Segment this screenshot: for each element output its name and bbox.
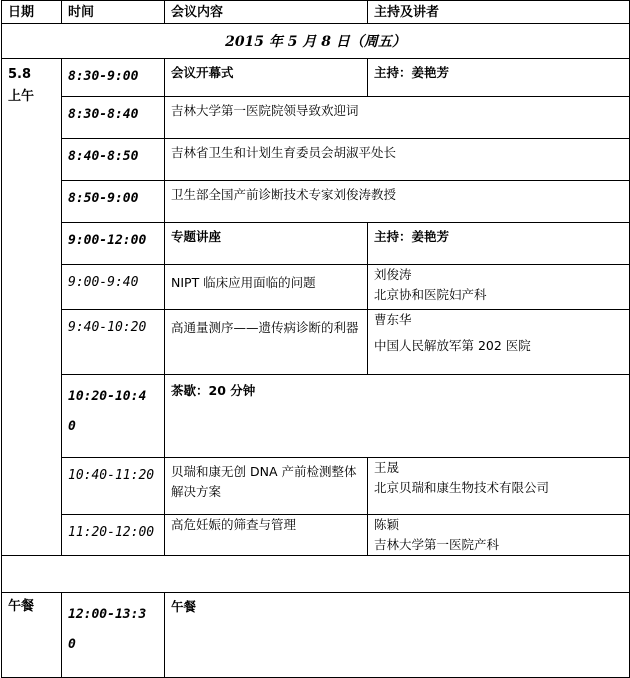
table-row xyxy=(2,97,630,139)
time-cell: 9:40-10:20 xyxy=(62,310,165,375)
time-cell: 12:00-13:3 0 xyxy=(62,593,165,678)
time-cell: 10:40-11:20 xyxy=(62,458,165,515)
content-cell: 贝瑞和康无创 DNA 产前检测整体解决方案 xyxy=(165,458,368,515)
host-cell: 主持：姜艳芳 xyxy=(368,59,630,97)
speaker-affiliation: 中国人民解放军第 202 医院 xyxy=(374,338,531,353)
table-row xyxy=(2,265,630,310)
speaker-affiliation: 北京贝瑞和康生物技术有限公司 xyxy=(374,480,550,495)
header-host: 主持及讲者 xyxy=(368,1,630,24)
content-cell: 高危妊娠的筛查与管理 xyxy=(165,515,368,556)
time-cell: 9:00-9:40 xyxy=(62,265,165,310)
header-date: 日期 xyxy=(2,1,62,24)
agenda-table xyxy=(1,0,630,678)
table-row xyxy=(2,310,630,375)
host-cell xyxy=(368,458,630,515)
content-cell: 高通量测序——遗传病诊断的利器 xyxy=(165,310,368,375)
time-cell: 10:20-10:4 0 xyxy=(62,375,165,458)
day-cell xyxy=(2,59,62,556)
speaker-name: 曹东华 xyxy=(374,312,412,327)
time-cell: 8:40-8:50 xyxy=(62,139,165,181)
content-cell: 专题讲座 xyxy=(165,223,368,265)
speaker-affiliation: 北京协和医院妇产科 xyxy=(374,287,487,302)
time-cell: 8:30-9:00 xyxy=(62,59,165,97)
lunch-label: 午餐 xyxy=(2,593,62,678)
table-row xyxy=(2,59,630,97)
table-row xyxy=(2,375,630,458)
spacer-row xyxy=(2,556,630,593)
table-row xyxy=(2,181,630,223)
content-cell: NIPT 临床应用面临的问题 xyxy=(165,265,368,310)
time-cell: 9:00-12:00 xyxy=(62,223,165,265)
host-cell xyxy=(368,265,630,310)
time-cell: 8:30-8:40 xyxy=(62,97,165,139)
day-date: 5.8 xyxy=(8,67,32,82)
table-row xyxy=(2,223,630,265)
speaker-name: 王晟 xyxy=(374,460,400,475)
header-time: 时间 xyxy=(62,1,165,24)
date-banner-row xyxy=(2,24,630,59)
content-cell: 会议开幕式 xyxy=(165,59,368,97)
speaker-name: 刘俊涛 xyxy=(374,267,412,282)
day-period: 上午 xyxy=(8,89,35,104)
date-banner: 2015 年 5 月 8 日（周五） xyxy=(2,24,630,59)
content-cell: 吉林省卫生和计划生育委员会胡淑平处长 xyxy=(165,139,630,181)
host-cell: 主持：姜艳芳 xyxy=(368,223,630,265)
header-content: 会议内容 xyxy=(165,1,368,24)
host-cell xyxy=(368,515,630,556)
host-cell xyxy=(368,310,630,375)
content-cell: 卫生部全国产前诊断技术专家刘俊涛教授 xyxy=(165,181,630,223)
content-cell: 吉林大学第一医院院领导致欢迎词 xyxy=(165,97,630,139)
time-cell: 11:20-12:00 xyxy=(62,515,165,556)
speaker-name: 陈颖 xyxy=(374,517,400,532)
lunch-row xyxy=(2,593,630,678)
table-row xyxy=(2,139,630,181)
header-row xyxy=(2,1,630,24)
content-cell: 午餐 xyxy=(165,593,630,678)
speaker-affiliation: 吉林大学第一医院产科 xyxy=(374,537,500,552)
spacer-cell xyxy=(2,556,630,593)
time-cell: 8:50-9:00 xyxy=(62,181,165,223)
table-row xyxy=(2,458,630,515)
table-row xyxy=(2,515,630,556)
content-cell: 茶歇：20 分钟 xyxy=(165,375,630,458)
